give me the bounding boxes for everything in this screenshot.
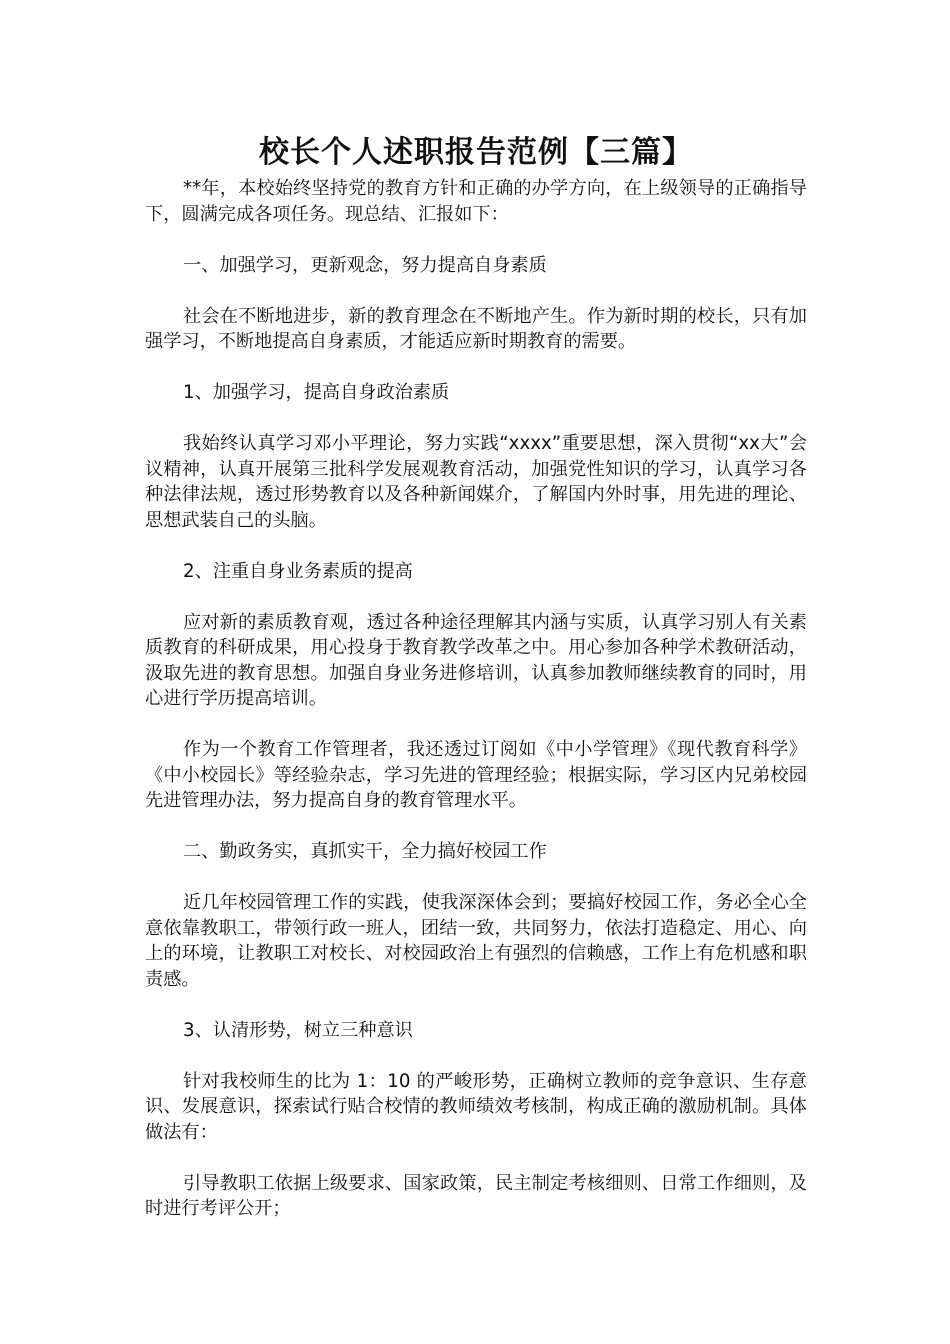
body-paragraph: 针对我校师生的比为 1：10 的严峻形势，正确树立教师的竞争意识、生存意识、发展意识，探索试行贴合校情的教师绩效考核制，构成正确的激励机制。具体做法有： — [145, 1070, 807, 1143]
intro-paragraph: **年，本校始终坚持党的教育方针和正确的办学方向，在上级领导的正确指导下，圆满完成各项任务。现总结、汇报如下： — [145, 178, 807, 225]
document-title: 校长个人述职报告范例【三篇】 — [259, 135, 693, 170]
subsection-heading-3: 3、认清形势，树立三种意识 — [183, 1019, 413, 1041]
section-heading-2: 二、勤政务实，真抓实干，全力搞好校园工作 — [183, 841, 547, 862]
body-paragraph: 近几年校园管理工作的实践，使我深深体会到；要搞好校园工作，务必全心全意依靠教职工，带领行政一班人，团结一致，共同努力，依法打造稳定、用心、向上的环境，让教职工对校长、对校园政治上有强烈的信赖感，工作上有危机感和职责感。 — [145, 892, 807, 990]
subsection-heading-2: 2、注重自身业务素质的提高 — [183, 560, 413, 582]
body-paragraph: 社会在不断地进步，新的教育理念在不断地产生。作为新时期的校长，只有加强学习，不断地提高自身素质，才能适应新时期教育的需要。 — [145, 305, 807, 352]
body-paragraph: 我始终认真学习邓小平理论，努力实践“xxxx”重要思想，深入贯彻“xx大”会议精神，认真开展第三批科学发展观教育活动，加强党性知识的学习，认真学习各种法律法规，透过形势教育以及各种新闻媒介，了解国内外时事，用先进的理论、思想武装自己的头脑。 — [145, 433, 807, 531]
body-paragraph: 应对新的素质教育观，透过各种途径理解其内涵与实质，认真学习别人有关素质教育的科研成果，用心投身于教育教学改革之中。用心参加各种学术教研活动，汲取先进的教育思想。加强自身业务进修培训，认真参加教师继续教育的同时，用心进行学历提高培训。 — [145, 611, 807, 709]
subsection-heading-1: 1、加强学习，提高自身政治素质 — [183, 382, 450, 403]
body-paragraph: 引导教职工依据上级要求、国家政策，民主制定考核细则、日常工作细则，及时进行考评公开； — [145, 1172, 807, 1219]
body-paragraph: 作为一个教育工作管理者，我还透过订阅如《中小学管理》《现代教育科学》《中小校园长》等经验杂志，学习先进的管理经验；根据实际，学习区内兄弟校园先进管理办法，努力提高自身的教育管理水平。 — [145, 739, 807, 811]
section-heading-1: 一、加强学习，更新观念，努力提高自身素质 — [183, 254, 547, 276]
document-page — [145, 130, 807, 1247]
